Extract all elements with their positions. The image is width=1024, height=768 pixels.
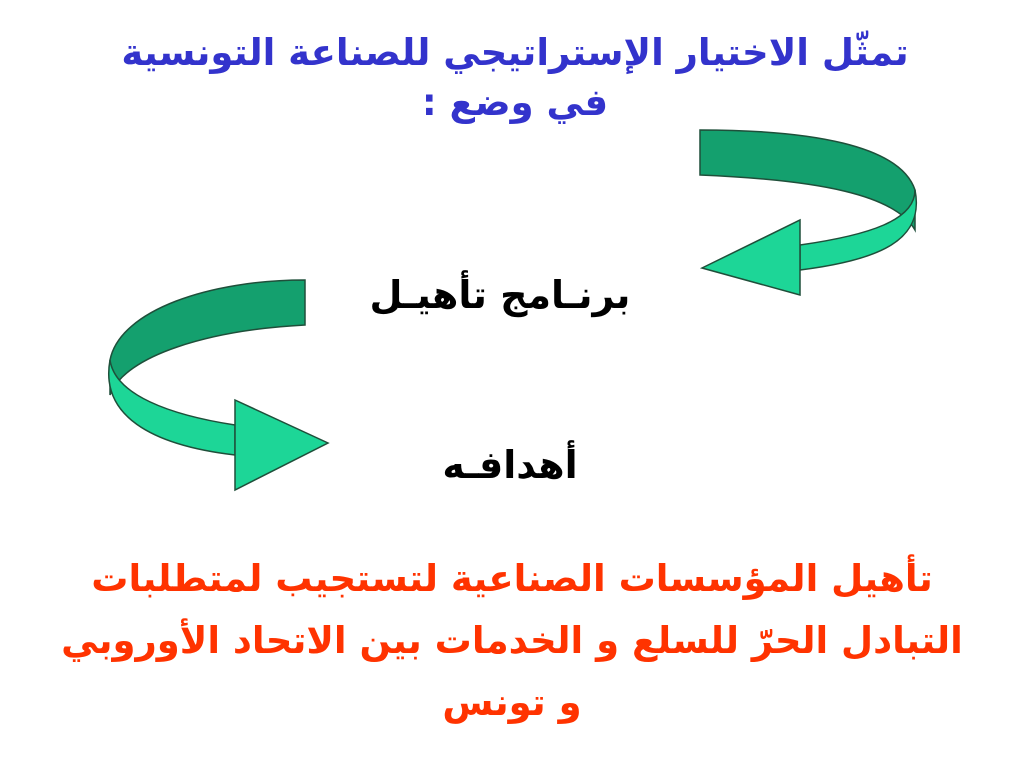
title-line-2: في وضع : [421, 81, 609, 124]
curved-arrow-down-left-icon [690, 120, 930, 300]
objective-text [30, 548, 994, 734]
objective-line-3: و تونس [442, 681, 582, 724]
slide-title [80, 28, 950, 128]
objective-line-1: تأهيل المؤسسات الصناعية لتستجيب لمتطلبات [91, 557, 933, 600]
curved-arrow-down-right-icon [100, 275, 340, 495]
program-label: برنـامج تأهيـل [369, 273, 631, 317]
objective-line-2: التبادل الحرّ للسلع و الخدمات بين الاتحاد الأوروبي [61, 619, 963, 662]
goals-label: أهدافـه [442, 443, 578, 487]
title-line-1: تمثّل الاختيار الإستراتيجي للصناعة التونسية [121, 31, 909, 74]
